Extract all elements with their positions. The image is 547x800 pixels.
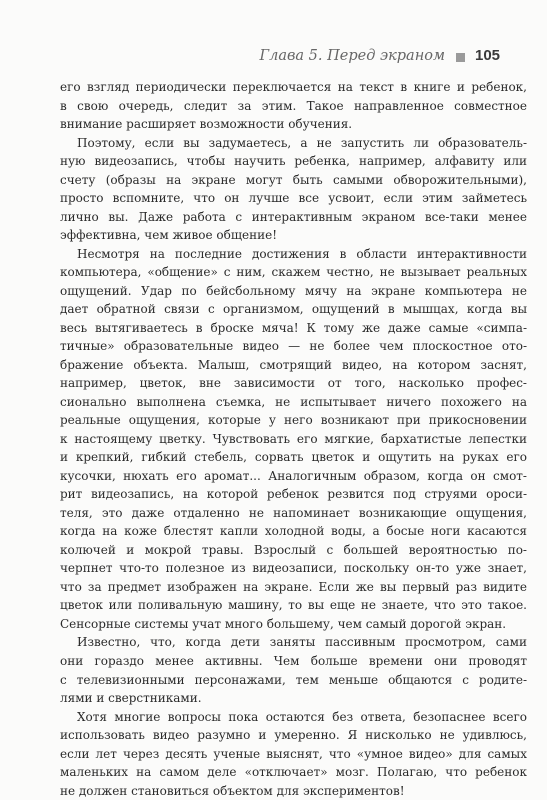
text-line: компьютера, «общение» с ним, скажем честно, не вызывает реальных [60,265,527,280]
text-line: реальные ощущения, которые у него возникают при прикосновении [60,413,527,428]
text-line: они гораздо менее активны. Чем больше времени они проводят [60,653,527,668]
text-line: черпнет что-то полезное из видеозаписи, поскольку он-то уже знает, [60,561,527,576]
text-line: не должен становиться объектом для экспериментов! [60,783,405,798]
header-square-ornament [456,53,465,62]
paragraph [60,245,527,634]
text-line: к настоящему цветку. Чувствовать его мягкие, бархатистые лепестки [60,431,527,446]
text-line: колючей и мокрой травы. Взрослый с большей вероятностью по- [60,542,527,557]
text-line: Известно, что, когда дети заняты пассивным просмотром, сами [77,635,527,650]
page-number: 105 [475,47,501,64]
text-line: Хотя многие вопросы пока остаются без ответа, безопаснее всего [77,709,527,724]
text-line: ную видеозапись, чтобы научить ребенка, например, алфавиту или [60,154,527,169]
text-line: сионально выполнена съемка, не испытывает ничего похожего на [60,394,527,409]
text-line: Сенсорные системы учат много большему, чем самый дорогой экран. [60,616,507,631]
text-line: маленьких на самом деле «отключает» мозг. Полагаю, что ребенок [60,765,527,780]
text-line: его взгляд периодически переключается на текст в книге и ребенок, [60,80,527,94]
chapter-title: Глава 5. Перед экраном [259,48,445,64]
text-line: внимание расширяет возможности обучения. [60,117,353,132]
text-line: если лет через десять ученые выяснят, что «умное видео» для самых [60,746,527,761]
paragraph [60,708,527,800]
text-line: цветок или поливальную машину, то вы еще не знаете, что это такое. [60,598,527,613]
text-line: весь вытягиваетесь в броске мяча! К тому же даже самые «симпа- [60,320,527,335]
text-line: рит видеозапись, на которой ребенок резвится под струями ороси- [60,487,527,502]
paragraph [60,78,527,134]
text-line: Поэтому, если вы задумаетесь, а не запустить ли образователь- [77,135,527,150]
text-line: бражение объекта. Малыш, смотрящий видео, на котором заснят, [60,357,527,372]
text-line: кусочки, нюхать его аромат... Аналогичным образом, когда он смот- [60,468,527,483]
body-text [60,78,527,800]
text-line: в свою очередь, следит за этим. Такое направленное совместное [60,98,527,113]
text-line: просто вспомните, что он лучше все усвоит, если этим займетесь [60,191,527,206]
text-line: счету (образы на экране могут быть самыми обворожительными), [60,172,527,187]
text-line: например, цветок, вне зависимости от того, насколько профес- [60,376,527,391]
text-line: с телевизионными персонажами, тем меньше общаются с родите- [60,672,527,687]
text-line: ощущений. Удар по бейсбольному мячу на экране компьютера не [60,283,527,298]
text-line: эффективна, чем живое общение! [60,228,278,243]
text-line: и крепкий, гибкий стебель, сорвать цветок и ощутить на руках его [60,450,527,465]
running-header [0,48,547,72]
text-line: когда на коже блестят капли холодной воды, а босые ноги касаются [60,524,527,539]
text-line: дает обратной связи с организмом, ощущений в мышцах, когда вы [60,302,527,317]
paragraph [60,134,527,245]
text-line: использовать видео разумно и умеренно. Я нисколько не удивлюсь, [60,728,527,743]
paragraph [60,633,527,707]
text-line: тичные» образовательные видео — не более чем плоскостное ото- [60,339,527,354]
text-line: лями и сверстниками. [60,691,202,706]
text-line: что за предмет изображен на экране. Если же вы первый раз видите [60,579,527,594]
text-line: Несмотря на последние достижения в области интерактивности [77,246,527,261]
text-line: лично вы. Даже работа с интерактивным экраном все-таки менее [60,209,527,224]
text-line: теля, это даже отдаленно не напоминает возникающие ощущения, [60,505,527,520]
